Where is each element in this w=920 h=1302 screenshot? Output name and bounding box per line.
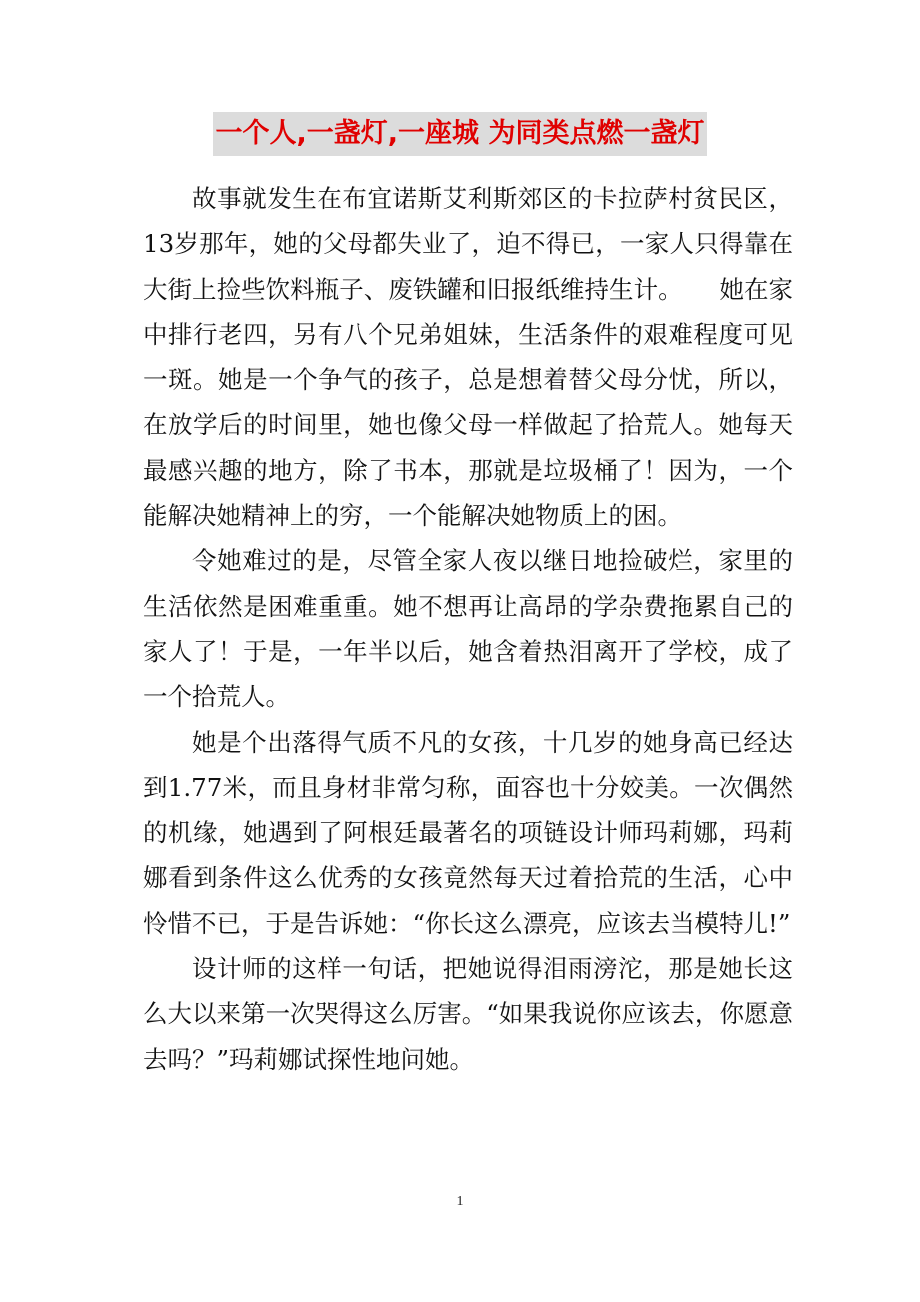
paragraph: 设计师的这样一句话，把她说得泪雨滂沱，那是她长这么大以来第一次哭得这么厉害。“如果我说你应该去，你愿意去吗？”玛莉娜试探性地问她。 [143, 954, 793, 1074]
title-container [0, 112, 920, 156]
document-body [143, 176, 793, 1082]
page-number: 1 [456, 1194, 464, 1209]
paragraph: 令她难过的是，尽管全家人夜以继日地捡破烂，家里的生活依然是困难重重。她不想再让高昂的学杂费拖累自己的家人了！于是，一年半以后，她含着热泪离开了学校，成了一个拾荒人。 [143, 546, 793, 712]
paragraph: 故事就发生在布宜诺斯艾利斯郊区的卡拉萨村贫民区，13岁那年，她的父母都失业了，迫不得已，一家人只得靠在大街上捡些饮料瓶子、废铁罐和旧报纸维持生计。 她在家中排行老四，另有八个兄弟姐妹，生活条件的艰难程度可见一斑。她是一个争气的孩子，总是想着替父母分忧，所以，在放学后的时间里，她也像父母一样做起了拾荒人。她每天最感兴趣的地方，除了书本，那就是垃圾桶了！因为，一个能解决她精神上的穷，一个能解决她物质上的困。 [143, 184, 793, 531]
document-title: 一个人,一盏灯,一座城 为同类点燃一盏灯 [213, 112, 708, 156]
paragraph: 她是个出落得气质不凡的女孩，十几岁的她身高已经达到1.77米，而且身材非常匀称，面容也十分姣美。一次偶然的机缘，她遇到了阿根廷最著名的项链设计师玛莉娜，玛莉娜看到条件这么优秀的女孩竟然每天过着拾荒的生活，心中怜惜不已，于是告诉她：“你长这么漂亮，应该去当模特儿!” [143, 727, 793, 938]
